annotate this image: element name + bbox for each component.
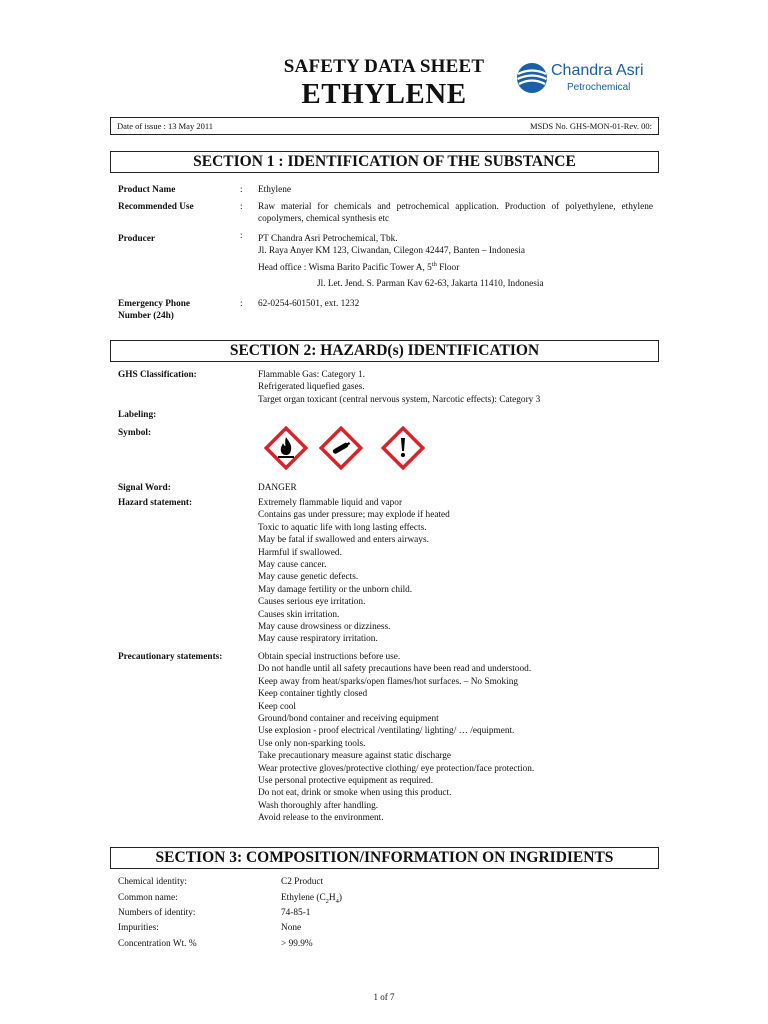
logo-company-sub: Petrochemical [567,82,631,93]
impurities-label: Impurities: [118,923,159,933]
list-item: May be fatal if swallowed and enters airways. [258,535,429,546]
logo-company-name: Chandra Asri [551,62,644,79]
company-logo [515,61,655,101]
concentration-value: > 99.9% [281,939,313,949]
page-number: 1 of 7 [373,992,395,1002]
list-item: Keep away from heat/sparks/open flames/hot surfaces. – No Smoking [258,676,518,687]
numbers-of-identity-value: 74-85-1 [281,908,311,918]
producer-line-1: PT Chandra Asri Petrochemical, Tbk. [258,234,398,244]
producer-line-4: Jl. Let. Jend. S. Parman Kav 62-63, Jakarta 11410, Indonesia [317,279,544,289]
list-item: Wear protective gloves/protective clothing/ eye protection/face protection. [258,763,535,774]
flame-icon [264,426,308,470]
list-item: Causes skin irritation. [258,609,340,620]
list-item: Do not handle until all safety precautions have been read and understood. [258,664,532,675]
impurities-value: None [281,923,302,933]
exclamation-mark-icon [381,426,425,470]
msds-number: MSDS No. GHS-MON-01-Rev. 00: [530,121,652,131]
list-item: Target organ toxicant (central nervous system, Narcotic effects): Category 3 [258,394,541,405]
producer-head-office: Head office : Wisma Barito Pacific Tower A, 5th Floor [258,260,460,273]
list-item: Keep container tightly closed [258,689,368,700]
list-item: Ground/bond container and receiving equipment [258,713,439,724]
colon: : [240,299,243,309]
list-item: Use explosion - proof electrical /ventilating/ lighting/ … /equipment. [258,726,515,737]
date-of-issue: Date of issue : 13 May 2011 [117,121,214,131]
list-item: May cause respiratory irritation. [258,634,378,645]
document-title: SAFETY DATA SHEET [283,56,485,77]
emergency-phone-label-1: Emergency Phone [118,299,191,309]
section-1-heading: SECTION 1 : IDENTIFICATION OF THE SUBSTANCE [110,151,659,173]
list-item: May cause genetic defects. [258,572,359,583]
list-item: Do not eat, drink or smoke when using this product. [258,788,452,799]
product-name-label: Product Name [118,185,176,195]
hazard-statement-label: Hazard statement: [118,498,193,508]
chemical-identity-label: Chemical identity: [118,877,187,887]
list-item: Keep cool [258,701,296,712]
producer-label: Producer [118,234,156,244]
document-info-bar [110,117,659,135]
common-name-value: Ethylene $(C_2H_4)$ [281,893,342,905]
gas-cylinder-icon [319,426,363,470]
product-name-value: Ethylene [258,185,292,195]
logo-globe-icon [515,61,549,95]
list-item: Harmful if swallowed. [258,547,342,558]
precautionary-statements-label: Precautionary statements: [118,652,223,662]
list-item: Use only non-sparking tools. [258,738,366,749]
list-item: Refrigerated liquefied gases. [258,382,365,393]
list-item: May cause cancer. [258,559,327,570]
emergency-phone-label-2: Number (24h) [118,311,174,321]
list-item: Flammable Gas: Category 1. [258,370,365,380]
symbol-label: Symbol: [118,428,152,438]
ghs-classification-label: GHS Classification: [118,370,197,380]
common-name-label: Common name: [118,893,178,903]
precautionary-statements-list [258,651,534,824]
list-item: Toxic to aquatic life with long lasting effects. [258,522,427,533]
emergency-phone-value: 62-0254-601501, ext. 1232 [258,299,360,309]
list-item: Avoid release to the environment. [258,813,384,824]
labeling-label: Labeling: [118,410,157,420]
substance-title: ETHYLENE [301,78,467,110]
list-item: May damage fertility or the unborn child. [258,584,413,595]
list-item: Obtain special instructions before use. [258,652,401,662]
section-3-heading: SECTION 3: COMPOSITION/INFORMATION ON INGRIDIENTS [110,847,659,869]
list-item: Take precautionary measure against static discharge [258,751,452,762]
colon: : [240,231,243,241]
numbers-of-identity-label: Numbers of identity: [118,908,196,918]
list-item: Contains gas under pressure; may explode if heated [258,510,450,521]
section-2-heading: SECTION 2: HAZARD(s) IDENTIFICATION [110,340,659,362]
chemical-identity-value: C2 Product [281,877,324,887]
colon: : [240,202,243,212]
colon: : [240,185,243,195]
list-item: Use personal protective equipment as required. [258,775,434,786]
ghs-classification-list [258,369,540,406]
list-item: Wash thoroughly after handling. [258,800,379,811]
recommended-use-label: Recommended Use [118,202,194,212]
producer-line-2: Jl. Raya Anyer KM 123, Ciwandan, Cilegon 42447, Banten – Indonesia [258,246,525,256]
signal-word-value: DANGER [258,483,297,493]
signal-word-label: Signal Word: [118,483,171,493]
hazard-statement-list [258,497,450,646]
list-item: Causes serious eye irritation. [258,597,366,608]
recommended-use-value: Raw material for chemicals and petrochemical application. Production of polyethylene, ethylene copolymers, chemical synthesis etc [258,202,653,225]
concentration-label: Concentration Wt. % [118,939,197,949]
list-item: Extremely flammable liquid and vapor [258,498,403,508]
list-item: May cause drowsiness or dizziness. [258,621,391,632]
